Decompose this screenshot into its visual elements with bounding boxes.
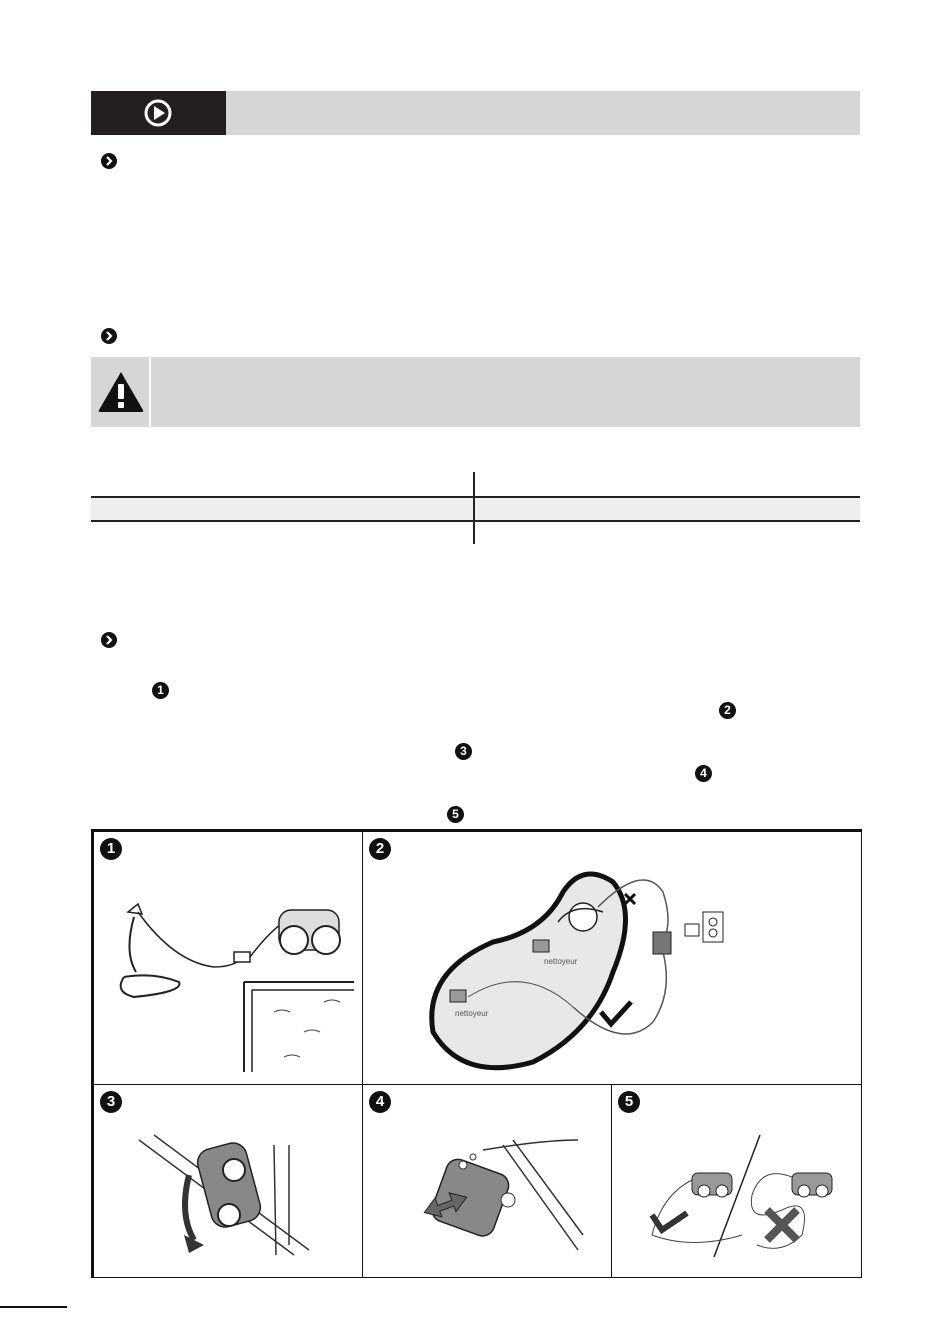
figure-panel-5 — [611, 1084, 862, 1278]
warning-triangle-icon — [97, 370, 145, 414]
cleaner-label: nettoyeur — [455, 1009, 489, 1018]
panel-number-badge: 1 — [100, 838, 122, 860]
step-number-badge: 5 — [447, 806, 464, 823]
chevron-right-icon — [101, 328, 117, 344]
figure-panel-1 — [93, 831, 364, 1086]
section-header-icon-cell — [91, 91, 226, 135]
immerse-cleaner-illustration — [94, 1085, 363, 1277]
step-number-badge: 3 — [455, 743, 472, 760]
table-row-shaded — [91, 498, 860, 520]
cable-lay-flat-illustration — [612, 1085, 861, 1277]
pool-cable-placement-illustration — [363, 832, 861, 1085]
panel-number-badge: 2 — [369, 838, 391, 860]
table-column-divider — [473, 472, 475, 544]
play-circle-icon — [143, 98, 173, 128]
figure-panel-4 — [362, 1084, 613, 1278]
step-number-badge: 4 — [695, 765, 712, 782]
warning-box — [91, 357, 860, 427]
panel-number-badge: 4 — [369, 1091, 391, 1113]
chevron-right-icon — [101, 632, 117, 648]
illustration-grid — [91, 829, 862, 1278]
warning-divider — [149, 357, 151, 427]
cable-unrolling-illustration — [94, 872, 363, 1085]
table-rule-top — [91, 496, 860, 498]
panel-number-badge: 3 — [100, 1091, 122, 1113]
table-rule-bottom — [91, 520, 860, 522]
chevron-right-icon — [101, 153, 117, 169]
figure-panel-3 — [93, 1084, 364, 1278]
figure-panel-2 — [362, 831, 862, 1086]
footer-rule — [0, 1306, 67, 1308]
cleaner-label: nettoyeur — [544, 957, 578, 966]
step-number-badge: 2 — [719, 702, 736, 719]
panel-number-badge: 5 — [618, 1091, 640, 1113]
release-air-illustration — [363, 1085, 612, 1277]
step-number-badge: 1 — [152, 682, 169, 699]
